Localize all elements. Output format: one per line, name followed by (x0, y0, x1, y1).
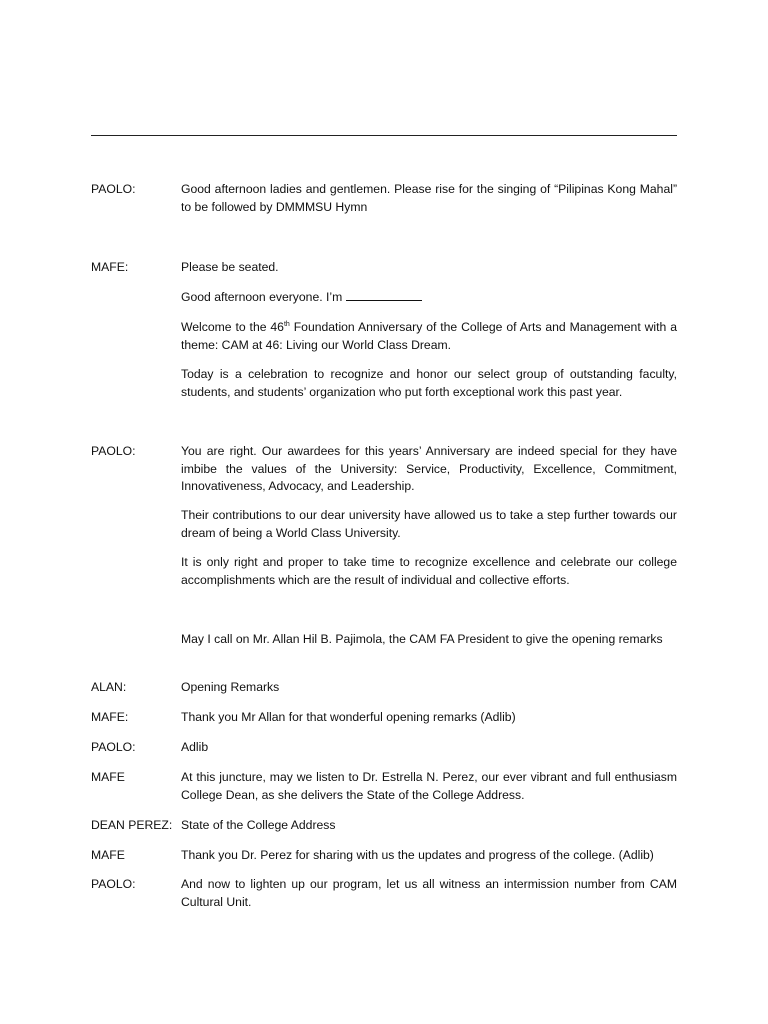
header-rule (91, 135, 677, 136)
dialogue-text: At this juncture, may we listen to Dr. Estrella N. Perez, our ever vibrant and full enthusiasm College Dean, as she delivers the State of the College Address. (181, 770, 677, 802)
speaker-label: DEAN PEREZ: (91, 818, 173, 832)
dialogue-text: And now to lighten up our program, let us all witness an intermission number from CAM Cultural Unit. (181, 877, 677, 909)
dialogue-text: Adlib (181, 740, 209, 754)
dialogue-text: Thank you Dr. Perez for sharing with us the updates and progress of the college. (Adlib) (181, 848, 654, 862)
speaker-label: MAFE (91, 770, 125, 784)
dialogue-text: Good afternoon ladies and gentlemen. Please rise for the singing of “Pilipinas Kong Mahal” to be followed by DMMMSU Hymn (181, 182, 677, 214)
dialogue-text: Good afternoon everyone. I’m (181, 290, 343, 304)
dialogue-text: Please be seated. (181, 260, 279, 274)
dialogue-text: Opening Remarks (181, 680, 280, 694)
dialogue-text: State of the College Address (181, 818, 336, 832)
dialogue-text: Thank you Mr Allan for that wonderful opening remarks (Adlib) (181, 710, 516, 724)
dialogue-text: You are right. Our awardees for this years’ Anniversary are indeed special for they have imbibe the values of the University: Service, Productivity, Excellence, Commitment, Innovativeness, Advocacy, and Leadership. (181, 444, 677, 493)
speaker-label: PAOLO: (91, 877, 136, 891)
dialogue-text: It is only right and proper to take time to recognize excellence and celebrate our college accomplishments which are the result of individual and collective efforts. (181, 555, 677, 587)
dialogue-text: Welcome to the 46th Foundation Anniversary of the College of Arts and Management with a theme: CAM at 46: Living our World Class Dream. (181, 320, 677, 352)
speaker-label: PAOLO: (91, 182, 136, 196)
dialogue-text: Their contributions to our dear university have allowed us to take a step further towards our dream of being a World Class University. (181, 508, 677, 540)
speaker-label: PAOLO: (91, 740, 136, 754)
name-blank-line (346, 289, 422, 301)
dialogue-text: May I call on Mr. Allan Hil B. Pajimola, the CAM FA President to give the opening remarks (181, 632, 663, 646)
speaker-label: PAOLO: (91, 444, 136, 458)
speaker-label: ALAN: (91, 680, 127, 694)
speaker-label: MAFE (91, 848, 125, 862)
speaker-label: MAFE: (91, 710, 129, 724)
speaker-label: MAFE: (91, 260, 129, 274)
dialogue-text: Today is a celebration to recognize and honor our select group of outstanding faculty, students, and students’ organization who put forth exceptional work this past year. (181, 367, 677, 399)
